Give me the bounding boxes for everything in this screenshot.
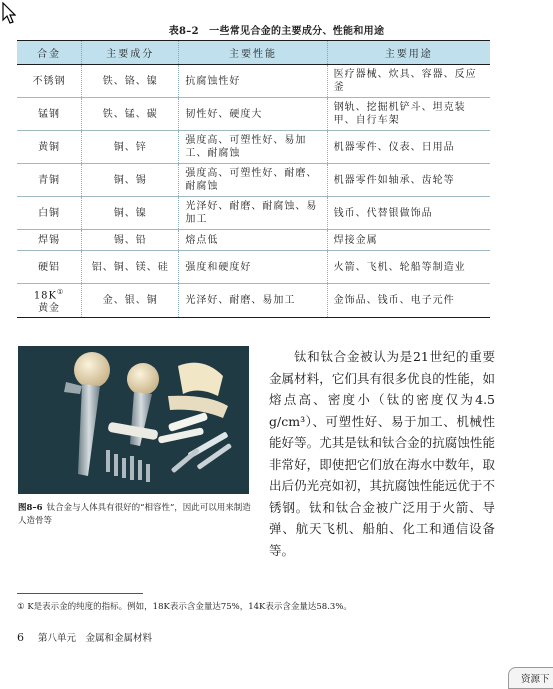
figure-number: 图8–6: [18, 503, 43, 513]
header-composition: 主要成分: [82, 41, 179, 65]
alloy-properties: 光泽好、耐磨、易加工: [179, 284, 327, 318]
alloy-properties: 韧性好、硬度大: [179, 98, 327, 131]
alloy-uses: 钢轨、挖掘机铲斗、坦克装甲、自行车架: [327, 98, 490, 131]
table-title: 表8–2 一些常见合金的主要成分、性能和用途: [168, 26, 385, 37]
alloy-properties: 强度高、可塑性好、易加工、耐腐蚀: [179, 131, 327, 164]
alloy-name: 硬铝: [17, 251, 82, 284]
alloy-name: 黄铜: [17, 131, 82, 164]
alloy-name: 不锈钢: [17, 65, 82, 98]
mouse-cursor-icon: [2, 2, 16, 24]
alloy-composition: 铜、镍: [82, 197, 179, 230]
alloy-composition: 铜、锌: [82, 131, 179, 164]
alloy-table: [17, 40, 490, 318]
alloy-composition: 铜、锡: [82, 164, 179, 197]
table-row: [17, 98, 490, 131]
footnote-divider: [17, 593, 143, 594]
table-row: [17, 197, 490, 230]
table-row: [17, 230, 490, 251]
alloy-properties: 抗腐蚀性好: [179, 65, 327, 98]
alloy-name-gold: 黄金: [38, 303, 61, 315]
resource-download-tab[interactable]: 资源下: [508, 667, 553, 689]
alloy-properties: 光泽好、耐磨、耐腐蚀、易加工: [179, 197, 327, 230]
alloy-name: 焊锡: [17, 230, 82, 251]
alloy-composition: 锡、铅: [82, 230, 179, 251]
body-paragraph: 钛和钛合金被认为是21世纪的重要金属材料，它们具有很多优良的性能，如熔点高、密度小（钛的密度仅为4.5 g/cm³）、可塑性好、易于加工、机械性能好等。尤其是钛和钛合金的抗腐蚀性能非常好，即使把它们放在海水中数年，取出后仍光亮如初，其抗腐蚀性能远优于不锈钢。钛和钛合金被广泛用于火箭、导弹、航天飞机、船舶、化工和通信设备等。: [269, 349, 495, 558]
table-row: [17, 284, 490, 318]
alloy-uses: 机器零件、仪表、日用品: [327, 131, 490, 164]
alloy-name: 白铜: [17, 197, 82, 230]
alloy-uses: 焊接金属: [327, 230, 490, 251]
alloy-composition: 铁、铬、镍: [82, 65, 179, 98]
footnote-marker: ①: [57, 288, 65, 296]
table-header-row: [17, 41, 490, 65]
figure-caption: [18, 502, 254, 528]
alloy-properties: 熔点低: [179, 230, 327, 251]
alloy-properties: 强度和硬度好: [179, 251, 327, 284]
header-alloy: 合金: [17, 41, 82, 65]
alloy-uses: 钱币、代替银做饰品: [327, 197, 490, 230]
alloy-name: 青铜: [17, 164, 82, 197]
alloy-composition: 金、银、铜: [82, 284, 179, 318]
table-row: [17, 131, 490, 164]
alloy-composition: 铝、铜、镁、硅: [82, 251, 179, 284]
alloy-name: 锰钢: [17, 98, 82, 131]
header-properties: 主要性能: [179, 41, 327, 65]
alloy-composition: 铁、锰、碳: [82, 98, 179, 131]
header-uses: 主要用途: [327, 41, 490, 65]
footnote: ① K是表示金的纯度的指标。例如，18K表示含金量达75%，14K表示含金量达58.3%。: [17, 602, 352, 612]
figure-caption-text: 钛合金与人体具有很好的“相容性”，因此可以用来制造人造骨等: [18, 503, 251, 526]
unit-title: 第八单元 金属和金属材料: [38, 633, 153, 644]
page-footer: [17, 630, 152, 644]
page-number: 6: [17, 631, 24, 644]
alloy-name-18k: 18K: [33, 290, 58, 302]
alloy-uses: 火箭、飞机、轮船等制造业: [327, 251, 490, 284]
titanium-implants-photo: [18, 346, 249, 494]
alloy-uses: 机器零件如轴承、齿轮等: [327, 164, 490, 197]
table-row: [17, 164, 490, 197]
alloy-name: [17, 284, 82, 318]
alloy-uses: 医疗器械、炊具、容器、反应釜: [327, 65, 490, 98]
alloy-uses: 金饰品、钱币、电子元件: [327, 284, 490, 318]
table-row: [17, 251, 490, 284]
alloy-properties: 强度高、可塑性好、耐磨、耐腐蚀: [179, 164, 327, 197]
table-row: [17, 65, 490, 98]
